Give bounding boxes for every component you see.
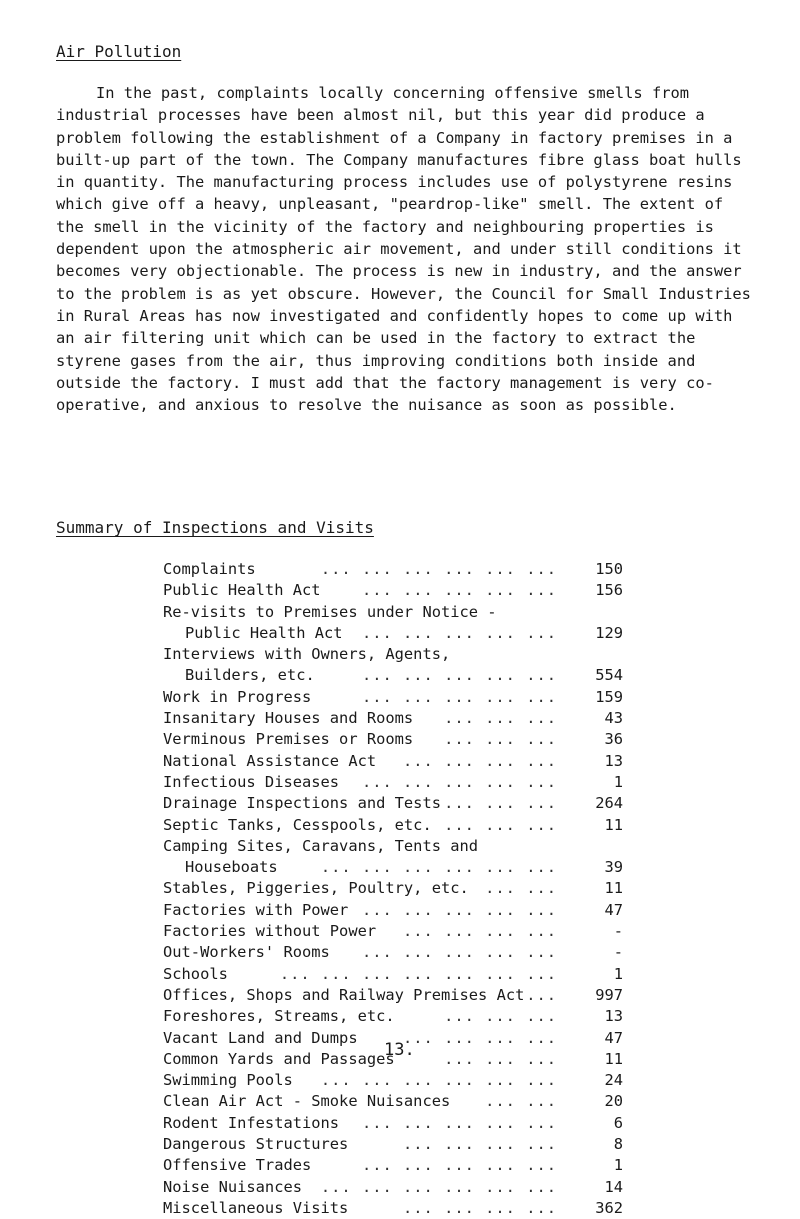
summary-row — [163, 580, 623, 601]
air-pollution-paragraph: In the past, complaints locally concerning offensive smells from industrial processes have been almost nil, but this year did produce a problem following the establishment of a Company in factory premises in a built-up part of the town. The Company manufactures fibre glass boat hulls in quantity. The manufacturing process includes use of polystyrene resins which give off a heavy, unpleasant, "peardrop-like" smell. The extent of the smell in the vicinity of the factory and neighbouring properties is dependent upon the atmospheric air movement, and under still conditions it becomes very objectionable. The process is new in industry, and the answer to the problem is as yet obscure. However, the Council for Small Industries in Rural Areas has now investigated and confidently hopes to come up with an air filtering unit which can be used in the factory to extract the styrene gases from the air, thus improving conditions both inside and outside the factory. I must add that the factory management is very co-operative, and anxious to resolve the nuisance as soon as possible. — [56, 84, 751, 415]
summary-row — [163, 985, 623, 1006]
summary-row-leader-dots: ... ... ... ... ... — [361, 772, 557, 791]
summary-row — [163, 602, 623, 623]
summary-row — [163, 942, 623, 963]
summary-row-label: Drainage Inspections and Tests — [163, 794, 441, 813]
summary-row-leader-dots: ... ... ... ... ... — [361, 666, 557, 685]
summary-row-label: Offices, Shops and Railway Premises Act — [163, 985, 525, 1004]
summary-row-value: 156 — [595, 581, 623, 600]
summary-row-leader-dots: ... ... — [485, 879, 557, 898]
summary-row-value: 1 — [613, 772, 623, 791]
summary-row-leader-dots: ... ... ... — [444, 730, 557, 749]
summary-row-value: 150 — [595, 560, 623, 578]
summary-row-label: Interviews with Owners, Agents, — [163, 645, 451, 664]
summary-row — [163, 772, 623, 793]
summary-row-value: - — [613, 943, 623, 962]
summary-row-label: Out-Workers' Rooms — [163, 943, 330, 962]
summary-row-label: Foreshores, Streams, etc. — [163, 1007, 395, 1026]
summary-row-label: Houseboats — [185, 858, 278, 877]
summary-row-leader-dots: ... ... ... ... ... ... — [320, 1177, 557, 1196]
summary-row — [163, 729, 623, 750]
summary-row-label: Schools — [163, 964, 228, 983]
summary-row-value: 129 — [595, 623, 623, 642]
summary-row — [163, 900, 623, 921]
summary-row-value: 362 — [595, 1198, 623, 1217]
summary-row-value: 6 — [613, 1113, 623, 1132]
summary-row — [163, 1006, 623, 1027]
summary-row-label: Builders, etc. — [185, 666, 315, 685]
summary-row-label: Septic Tanks, Cesspools, etc. — [163, 815, 432, 834]
summary-row-leader-dots: ... — [526, 985, 557, 1004]
summary-row-label: Work in Progress — [163, 687, 312, 706]
summary-row — [163, 1091, 623, 1112]
summary-row-label: Re-visits to Premises under Notice - — [163, 602, 497, 621]
summary-row — [163, 857, 623, 878]
summary-row-label: Verminous Premises or Rooms — [163, 730, 414, 749]
summary-row-leader-dots: ... ... ... ... ... — [361, 1156, 557, 1175]
summary-row-label: Offensive Trades — [163, 1156, 312, 1175]
summary-row-value: 24 — [604, 1071, 623, 1090]
summary-row-leader-dots: ... ... ... — [444, 794, 557, 813]
summary-row-label: Miscellaneous Visits — [163, 1198, 349, 1217]
summary-row-value: 11 — [604, 1049, 623, 1068]
summary-row-value: 20 — [604, 1092, 623, 1111]
summary-row-leader-dots: ... ... ... — [444, 1007, 557, 1026]
summary-row-label: Common Yards and Passages — [163, 1049, 395, 1068]
summary-row — [163, 687, 623, 708]
summary-row-leader-dots: ... ... ... ... — [403, 1135, 557, 1154]
summary-row-leader-dots: ... ... ... — [444, 815, 557, 834]
summary-row-value: 14 — [604, 1177, 623, 1196]
summary-row-value: 11 — [604, 879, 623, 898]
summary-row — [163, 1134, 623, 1155]
section-heading-air-pollution: Air Pollution — [56, 42, 182, 61]
summary-row-label: Infectious Diseases — [163, 772, 340, 791]
summary-row-leader-dots: ... ... ... ... ... ... ... — [279, 964, 557, 983]
summary-row-value: 8 — [613, 1135, 623, 1154]
summary-row — [163, 793, 623, 814]
summary-table — [163, 559, 623, 1219]
summary-row-label: Camping Sites, Caravans, Tents and — [163, 836, 479, 855]
summary-heading: Summary of Inspections and Visits — [56, 518, 374, 537]
summary-row-value: - — [613, 922, 623, 941]
summary-row-label: Insanitary Houses and Rooms — [163, 709, 414, 728]
summary-row-leader-dots: ... ... ... ... ... — [361, 623, 557, 642]
summary-row-label: Dangerous Structures — [163, 1135, 349, 1154]
summary-row-value: 47 — [604, 900, 623, 919]
summary-row — [163, 921, 623, 942]
summary-row-value: 13 — [604, 1007, 623, 1026]
page-number: 13. — [384, 1040, 415, 1060]
summary-row-value: 264 — [595, 794, 623, 813]
summary-row — [163, 708, 623, 729]
summary-row-value: 11 — [604, 815, 623, 834]
summary-row — [163, 1070, 623, 1091]
summary-row — [163, 751, 623, 772]
summary-row-leader-dots: ... ... ... ... ... — [361, 687, 557, 706]
summary-row-leader-dots: ... ... ... ... ... — [361, 900, 557, 919]
summary-row-label: Vacant Land and Dumps — [163, 1028, 358, 1047]
summary-row-value: 554 — [595, 666, 623, 685]
summary-row — [163, 836, 623, 857]
summary-row-leader-dots: ... ... ... ... — [403, 922, 557, 941]
summary-row — [163, 644, 623, 665]
summary-row-label: National Assistance Act — [163, 751, 377, 770]
summary-row — [163, 878, 623, 899]
summary-row — [163, 623, 623, 644]
summary-row-leader-dots: ... ... ... — [444, 1049, 557, 1068]
summary-row — [163, 559, 623, 580]
summary-row — [163, 1113, 623, 1134]
summary-row-leader-dots: ... ... ... ... — [403, 1028, 557, 1047]
summary-row-leader-dots: ... ... ... ... ... ... — [320, 560, 557, 578]
summary-row — [163, 1155, 623, 1176]
summary-row — [163, 815, 623, 836]
summary-row-label: Rodent Infestations — [163, 1113, 340, 1132]
summary-row-value: 47 — [604, 1028, 623, 1047]
summary-row-value: 39 — [604, 858, 623, 877]
summary-row-leader-dots: ... ... ... ... ... ... — [320, 858, 557, 877]
summary-row-leader-dots: ... ... — [485, 1092, 557, 1111]
summary-row-value: 1 — [613, 1156, 623, 1175]
summary-row-leader-dots: ... ... ... — [444, 709, 557, 728]
summary-row-label: Swimming Pools — [163, 1071, 293, 1090]
summary-row-label: Noise Nuisances — [163, 1177, 302, 1196]
summary-row-label: Clean Air Act - Smoke Nuisances — [163, 1092, 451, 1111]
summary-row — [163, 964, 623, 985]
summary-row-leader-dots: ... ... ... ... — [403, 751, 557, 770]
summary-row-label: Factories with Power — [163, 900, 349, 919]
summary-row — [163, 665, 623, 686]
summary-row-leader-dots: ... ... ... ... — [403, 1198, 557, 1217]
summary-row-value: 159 — [595, 687, 623, 706]
summary-row — [163, 1177, 623, 1198]
summary-row-leader-dots: ... ... ... ... ... ... — [320, 1071, 557, 1090]
summary-row-label: Stables, Piggeries, Poultry, etc. — [163, 879, 469, 898]
summary-row-value: 1 — [613, 964, 623, 983]
summary-row-label: Factories without Power — [163, 922, 377, 941]
summary-row-leader-dots: ... ... ... ... ... — [361, 943, 557, 962]
summary-row-value: 13 — [604, 751, 623, 770]
summary-row — [163, 1198, 623, 1219]
summary-row-leader-dots: ... ... ... ... ... — [361, 581, 557, 600]
summary-row-value: 997 — [595, 985, 623, 1004]
summary-row-value: 43 — [604, 709, 623, 728]
summary-row-label: Public Health Act — [185, 623, 343, 642]
summary-row-label: Complaints — [163, 560, 256, 578]
summary-row-leader-dots: ... ... ... ... ... — [361, 1113, 557, 1132]
summary-row-value: 36 — [604, 730, 623, 749]
summary-row-label: Public Health Act — [163, 581, 321, 600]
